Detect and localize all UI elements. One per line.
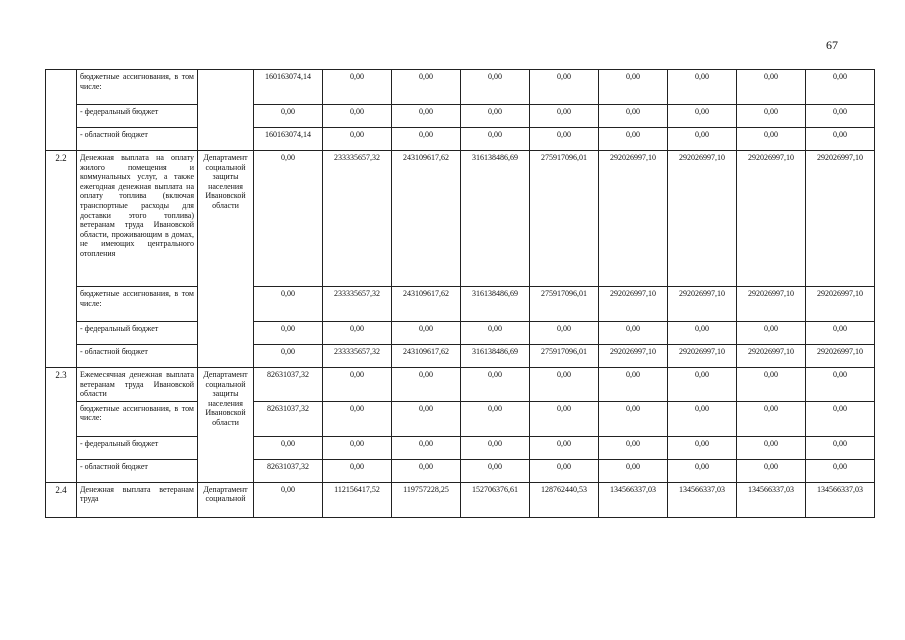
value-cell: 0,00	[668, 128, 737, 151]
value-cell: 275917096,01	[530, 345, 599, 368]
value-cell: 0,00	[599, 322, 668, 345]
value-cell: 243109617,62	[392, 151, 461, 287]
value-cell: 0,00	[806, 459, 875, 482]
value-cell: 0,00	[737, 128, 806, 151]
value-cell: 0,00	[323, 322, 392, 345]
value-cell: 0,00	[254, 151, 323, 287]
value-cell: 0,00	[806, 368, 875, 402]
value-cell: 0,00	[668, 368, 737, 402]
value-cell: 292026997,10	[668, 151, 737, 287]
value-cell: 233335657,32	[323, 287, 392, 322]
table-row	[46, 436, 875, 459]
value-cell: 0,00	[323, 459, 392, 482]
value-cell: 0,00	[737, 322, 806, 345]
value-cell: 0,00	[461, 436, 530, 459]
row-description: Ежемесячная денежная выплата ветеранам труда Ивановской области	[77, 368, 198, 402]
row-index: 2.2	[46, 151, 77, 368]
value-cell: 0,00	[392, 459, 461, 482]
row-description: Денежная выплата на оплату жилого помещения и коммунальных услуг, а также ежегодная денежная выплата на оплату топлива (включая транспортные расходы для доставки этого топлива) ветеранам труда Ивановской области, проживающим в домах, не имеющих центрального отопления	[77, 151, 198, 287]
value-cell: 0,00	[668, 105, 737, 128]
value-cell: 152706376,61	[461, 482, 530, 517]
value-cell: 0,00	[530, 70, 599, 105]
value-cell: 292026997,10	[668, 287, 737, 322]
table-row	[46, 459, 875, 482]
row-description: бюджетные ассигнования, в том числе:	[77, 287, 198, 322]
value-cell: 82631037,32	[254, 459, 323, 482]
value-cell: 0,00	[392, 128, 461, 151]
row-description: - федеральный бюджет	[77, 436, 198, 459]
value-cell: 275917096,01	[530, 151, 599, 287]
value-cell: 82631037,32	[254, 368, 323, 402]
value-cell: 292026997,10	[737, 151, 806, 287]
value-cell: 292026997,10	[806, 345, 875, 368]
value-cell: 0,00	[737, 459, 806, 482]
value-cell: 0,00	[461, 322, 530, 345]
value-cell: 0,00	[254, 322, 323, 345]
value-cell: 0,00	[461, 105, 530, 128]
row-executor	[198, 70, 254, 151]
value-cell: 292026997,10	[806, 287, 875, 322]
value-cell: 0,00	[323, 436, 392, 459]
value-cell: 243109617,62	[392, 287, 461, 322]
row-executor: Департамент социальной защиты населения Ивановской области	[198, 151, 254, 368]
row-executor: Департамент социальной защиты населения Ивановской области	[198, 368, 254, 483]
value-cell: 0,00	[806, 322, 875, 345]
value-cell: 0,00	[737, 401, 806, 436]
value-cell: 160163074,14	[254, 70, 323, 105]
value-cell: 0,00	[599, 459, 668, 482]
value-cell: 0,00	[737, 436, 806, 459]
value-cell: 0,00	[599, 368, 668, 402]
value-cell: 0,00	[392, 401, 461, 436]
value-cell: 0,00	[530, 105, 599, 128]
value-cell: 292026997,10	[599, 345, 668, 368]
value-cell: 0,00	[392, 368, 461, 402]
value-cell: 0,00	[668, 322, 737, 345]
value-cell: 0,00	[530, 368, 599, 402]
page-number: 67	[826, 38, 838, 52]
budget-table	[45, 69, 875, 518]
value-cell: 0,00	[254, 105, 323, 128]
value-cell: 0,00	[323, 368, 392, 402]
table-row	[46, 287, 875, 322]
table-row	[46, 70, 875, 105]
row-executor: Департамент социальной	[198, 482, 254, 517]
row-description: - федеральный бюджет	[77, 322, 198, 345]
value-cell: 233335657,32	[323, 151, 392, 287]
value-cell: 0,00	[323, 401, 392, 436]
value-cell: 233335657,32	[323, 345, 392, 368]
value-cell: 112156417,52	[323, 482, 392, 517]
value-cell: 0,00	[392, 70, 461, 105]
value-cell: 160163074,14	[254, 128, 323, 151]
value-cell: 0,00	[254, 287, 323, 322]
value-cell: 0,00	[806, 70, 875, 105]
value-cell: 0,00	[530, 436, 599, 459]
row-description: - областной бюджет	[77, 345, 198, 368]
row-description: - областной бюджет	[77, 459, 198, 482]
value-cell: 0,00	[806, 105, 875, 128]
value-cell: 0,00	[806, 401, 875, 436]
value-cell: 0,00	[323, 105, 392, 128]
value-cell: 316138486,69	[461, 345, 530, 368]
value-cell: 0,00	[737, 368, 806, 402]
value-cell: 243109617,62	[392, 345, 461, 368]
value-cell: 0,00	[461, 128, 530, 151]
value-cell: 0,00	[599, 70, 668, 105]
row-index	[46, 70, 77, 151]
value-cell: 0,00	[323, 128, 392, 151]
value-cell: 0,00	[392, 436, 461, 459]
row-description: бюджетные ассигнования, в том числе:	[77, 70, 198, 105]
value-cell: 0,00	[599, 401, 668, 436]
table-row	[46, 128, 875, 151]
value-cell: 0,00	[530, 459, 599, 482]
value-cell: 292026997,10	[599, 151, 668, 287]
value-cell: 0,00	[323, 70, 392, 105]
row-index: 2.4	[46, 482, 77, 517]
value-cell: 292026997,10	[737, 345, 806, 368]
value-cell: 292026997,10	[806, 151, 875, 287]
value-cell: 0,00	[254, 345, 323, 368]
value-cell: 316138486,69	[461, 151, 530, 287]
table-row	[46, 105, 875, 128]
value-cell: 275917096,01	[530, 287, 599, 322]
row-description: Денежная выплата ветеранам труда	[77, 482, 198, 517]
value-cell: 0,00	[530, 401, 599, 436]
value-cell: 119757228,25	[392, 482, 461, 517]
table-row	[46, 401, 875, 436]
value-cell: 0,00	[254, 482, 323, 517]
table-row	[46, 151, 875, 287]
value-cell: 0,00	[392, 105, 461, 128]
value-cell: 0,00	[599, 128, 668, 151]
value-cell: 292026997,10	[668, 345, 737, 368]
value-cell: 0,00	[599, 436, 668, 459]
value-cell: 0,00	[461, 401, 530, 436]
table-row	[46, 368, 875, 402]
value-cell: 0,00	[461, 459, 530, 482]
value-cell: 0,00	[806, 128, 875, 151]
value-cell: 0,00	[392, 322, 461, 345]
value-cell: 0,00	[806, 436, 875, 459]
value-cell: 0,00	[530, 322, 599, 345]
value-cell: 134566337,03	[668, 482, 737, 517]
table-row	[46, 322, 875, 345]
value-cell: 134566337,03	[737, 482, 806, 517]
value-cell: 316138486,69	[461, 287, 530, 322]
value-cell: 292026997,10	[737, 287, 806, 322]
value-cell: 0,00	[737, 70, 806, 105]
row-description: - областной бюджет	[77, 128, 198, 151]
value-cell: 0,00	[461, 70, 530, 105]
value-cell: 0,00	[668, 459, 737, 482]
value-cell: 134566337,03	[806, 482, 875, 517]
value-cell: 128762440,53	[530, 482, 599, 517]
value-cell: 0,00	[668, 401, 737, 436]
value-cell: 0,00	[254, 436, 323, 459]
value-cell: 134566337,03	[599, 482, 668, 517]
value-cell: 0,00	[668, 70, 737, 105]
row-index: 2.3	[46, 368, 77, 483]
value-cell: 0,00	[668, 436, 737, 459]
value-cell: 0,00	[530, 128, 599, 151]
row-description: бюджетные ассигнования, в том числе:	[77, 401, 198, 436]
table-row	[46, 345, 875, 368]
value-cell: 0,00	[461, 368, 530, 402]
value-cell: 82631037,32	[254, 401, 323, 436]
value-cell: 292026997,10	[599, 287, 668, 322]
row-description: - федеральный бюджет	[77, 105, 198, 128]
value-cell: 0,00	[599, 105, 668, 128]
table-row	[46, 482, 875, 517]
value-cell: 0,00	[737, 105, 806, 128]
